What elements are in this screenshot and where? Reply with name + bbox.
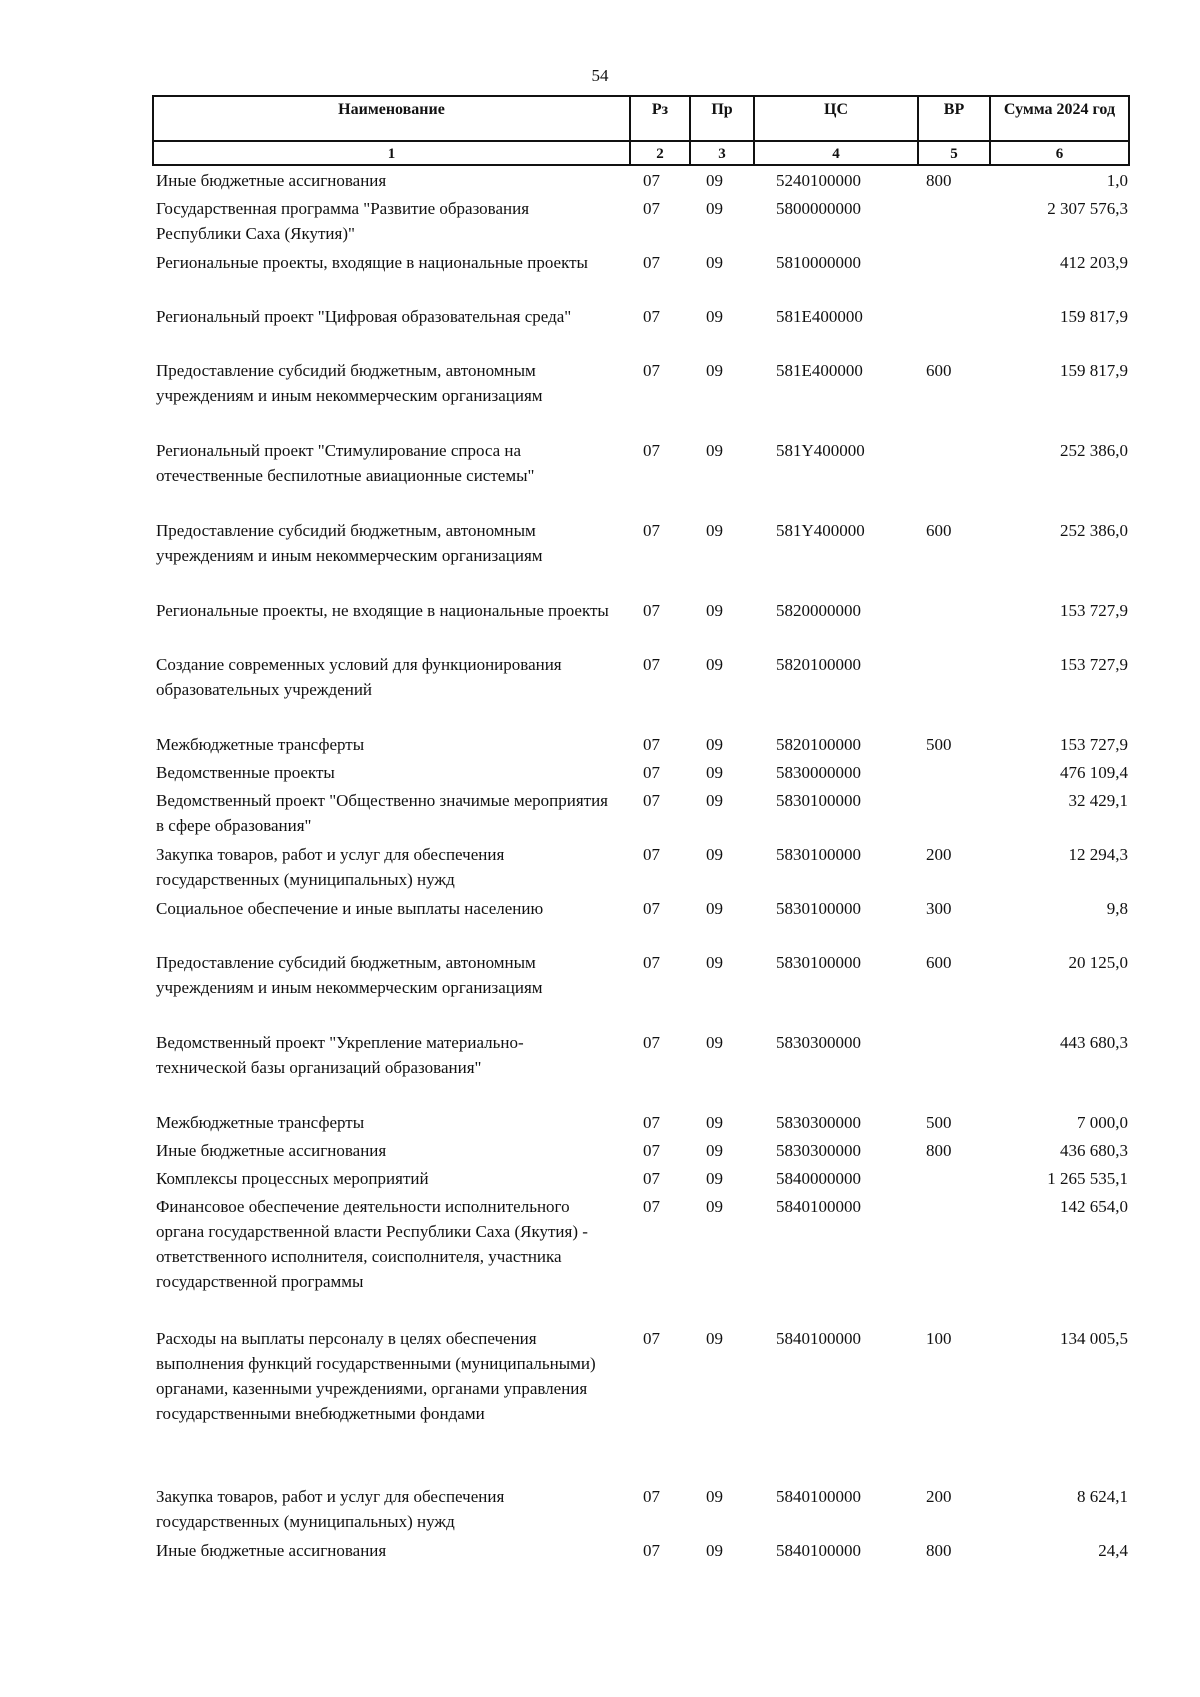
row-sum: 443 680,3 (1060, 1033, 1128, 1052)
row-vr: 500 (926, 1113, 952, 1132)
row-name: Закупка товаров, работ и услуг для обеспечения государственных (муниципальных) нужд (156, 1487, 505, 1531)
row-cs: 5820100000 (776, 655, 861, 674)
page-number: 54 (591, 66, 609, 85)
row-rz: 07 (643, 361, 660, 380)
row-name: Иные бюджетные ассигнования (156, 171, 387, 190)
header-col-vr: ВР 5 (919, 97, 991, 164)
row-pr: 09 (706, 521, 723, 540)
row-pr: 09 (706, 307, 723, 326)
row-name: Ведомственные проекты (156, 763, 335, 782)
row-rz: 07 (643, 763, 660, 782)
row-rz: 07 (643, 253, 660, 272)
row-name: Региональные проекты, входящие в национальные проекты (156, 253, 588, 272)
row-pr: 09 (706, 953, 723, 972)
row-pr: 09 (706, 171, 723, 190)
row-sum: 7 000,0 (1077, 1113, 1128, 1132)
row-cs: 5840100000 (776, 1487, 861, 1506)
row-sum: 142 654,0 (1060, 1197, 1128, 1216)
row-sum: 412 203,9 (1060, 253, 1128, 272)
row-cs: 5800000000 (776, 199, 861, 218)
row-cs: 5840000000 (776, 1169, 861, 1188)
row-sum: 1 265 535,1 (1047, 1169, 1128, 1188)
row-vr: 600 (926, 953, 952, 972)
row-name: Создание современных условий для функционирования образовательных учреждений (156, 655, 562, 699)
row-cs: 5830300000 (776, 1113, 861, 1132)
row-cs: 581Y400000 (776, 521, 865, 540)
row-sum: 153 727,9 (1060, 601, 1128, 620)
row-name: Ведомственный проект "Укрепление материально-технической базы организаций образования" (156, 1033, 524, 1077)
row-pr: 09 (706, 1487, 723, 1506)
row-name: Социальное обеспечение и иные выплаты населению (156, 899, 544, 918)
row-pr: 09 (706, 899, 723, 918)
row-rz: 07 (643, 735, 660, 754)
row-sum: 1,0 (1106, 171, 1128, 190)
row-rz: 07 (643, 1033, 660, 1052)
row-cs: 5840100000 (776, 1541, 861, 1560)
row-pr: 09 (706, 601, 723, 620)
row-pr: 09 (706, 791, 723, 810)
row-rz: 07 (643, 1113, 660, 1132)
row-name: Региональные проекты, не входящие в национальные проекты (156, 601, 609, 620)
row-pr: 09 (706, 1329, 723, 1348)
row-name: Расходы на выплаты персоналу в целях обеспечения выполнения функций государственными (муниципальными) органами, казенными учреждениями, органами управления государственными внебюджетными фондами (156, 1329, 596, 1423)
row-pr: 09 (706, 361, 723, 380)
row-sum: 252 386,0 (1060, 441, 1128, 460)
header-col-sum: Сумма 2024 год 6 (1003, 101, 1116, 162)
row-cs: 5830300000 (776, 1141, 861, 1160)
row-name: Предоставление субсидий бюджетным, автономным учреждениям и иным некоммерческим организациям (156, 953, 543, 997)
row-vr: 100 (926, 1329, 952, 1348)
row-name: Ведомственный проект "Общественно значимые мероприятия в сфере образования" (156, 791, 609, 835)
row-rz: 07 (643, 601, 660, 620)
row-pr: 09 (706, 441, 723, 460)
row-vr: 200 (926, 1487, 952, 1506)
row-cs: 5830000000 (776, 763, 861, 782)
row-cs: 5830100000 (776, 899, 861, 918)
row-pr: 09 (706, 1141, 723, 1160)
row-pr: 09 (706, 1541, 723, 1560)
row-pr: 09 (706, 1169, 723, 1188)
row-cs: 5840100000 (776, 1197, 861, 1216)
row-rz: 07 (643, 655, 660, 674)
row-cs: 5840100000 (776, 1329, 861, 1348)
row-sum: 32 429,1 (1068, 791, 1128, 810)
row-sum: 159 817,9 (1060, 361, 1128, 380)
row-rz: 07 (643, 1541, 660, 1560)
row-sum: 8 624,1 (1077, 1487, 1128, 1506)
row-pr: 09 (706, 1033, 723, 1052)
row-rz: 07 (643, 845, 660, 864)
row-vr: 800 (926, 1541, 952, 1560)
row-cs: 5830300000 (776, 1033, 861, 1052)
row-vr: 800 (926, 1141, 952, 1160)
row-name: Межбюджетные трансферты (156, 1113, 365, 1132)
row-pr: 09 (706, 1197, 723, 1216)
row-name: Государственная программа "Развитие образования Республики Саха (Якутия)" (156, 199, 530, 243)
row-cs: 5810000000 (776, 253, 861, 272)
row-sum: 9,8 (1106, 899, 1128, 918)
row-sum: 12 294,3 (1068, 845, 1128, 864)
row-vr: 200 (926, 845, 952, 864)
row-rz: 07 (643, 171, 660, 190)
row-cs: 581Y400000 (776, 441, 865, 460)
row-name: Предоставление субсидий бюджетным, автономным учреждениям и иным некоммерческим организациям (156, 521, 543, 565)
row-rz: 07 (643, 307, 660, 326)
row-pr: 09 (706, 1113, 723, 1132)
row-vr: 800 (926, 171, 952, 190)
row-name: Предоставление субсидий бюджетным, автономным учреждениям и иным некоммерческим организациям (156, 361, 543, 405)
row-rz: 07 (643, 1197, 660, 1216)
row-rz: 07 (643, 199, 660, 218)
row-rz: 07 (643, 441, 660, 460)
row-cs: 5820000000 (776, 601, 861, 620)
row-name: Межбюджетные трансферты (156, 735, 365, 754)
row-pr: 09 (706, 735, 723, 754)
row-pr: 09 (706, 253, 723, 272)
header-col-cs: ЦС 4 (755, 97, 919, 164)
row-sum: 153 727,9 (1060, 655, 1128, 674)
table-header (152, 95, 1130, 166)
row-rz: 07 (643, 953, 660, 972)
row-cs: 5820100000 (776, 735, 861, 754)
row-sum: 2 307 576,3 (1047, 199, 1128, 218)
row-name: Финансовое обеспечение деятельности исполнительного органа государственной власти Республики Саха (Якутия) - ответственного исполнителя, соисполнителя, участника государственной программы (156, 1197, 588, 1291)
row-rz: 07 (643, 1329, 660, 1348)
row-rz: 07 (643, 1169, 660, 1188)
row-cs: 5830100000 (776, 845, 861, 864)
row-pr: 09 (706, 199, 723, 218)
row-sum: 134 005,5 (1060, 1329, 1128, 1348)
row-name: Закупка товаров, работ и услуг для обеспечения государственных (муниципальных) нужд (156, 845, 505, 889)
row-pr: 09 (706, 655, 723, 674)
row-pr: 09 (706, 763, 723, 782)
header-col-pr: Пр 3 (691, 97, 755, 164)
row-vr: 500 (926, 735, 952, 754)
row-cs: 581E400000 (776, 307, 863, 326)
row-name: Иные бюджетные ассигнования (156, 1141, 387, 1160)
row-rz: 07 (643, 899, 660, 918)
row-pr: 09 (706, 845, 723, 864)
row-sum: 252 386,0 (1060, 521, 1128, 540)
row-sum: 476 109,4 (1060, 763, 1128, 782)
row-cs: 5240100000 (776, 171, 861, 190)
row-sum: 20 125,0 (1068, 953, 1128, 972)
row-vr: 600 (926, 361, 952, 380)
row-rz: 07 (643, 1141, 660, 1160)
row-name: Региональный проект "Стимулирование спроса на отечественные беспилотные авиационные системы" (156, 441, 535, 485)
row-name: Иные бюджетные ассигнования (156, 1541, 387, 1560)
header-col-rz: Рз 2 (631, 97, 691, 164)
row-cs: 5830100000 (776, 791, 861, 810)
row-sum: 153 727,9 (1060, 735, 1128, 754)
row-vr: 300 (926, 899, 952, 918)
row-sum: 159 817,9 (1060, 307, 1128, 326)
row-rz: 07 (643, 1487, 660, 1506)
row-sum: 24,4 (1098, 1541, 1128, 1560)
row-rz: 07 (643, 791, 660, 810)
row-cs: 5830100000 (776, 953, 861, 972)
header-col-name: Наименование 1 (154, 97, 631, 164)
row-sum: 436 680,3 (1060, 1141, 1128, 1160)
row-name: Комплексы процессных мероприятий (156, 1169, 429, 1188)
row-name: Региональный проект "Цифровая образовательная среда" (156, 307, 572, 326)
row-rz: 07 (643, 521, 660, 540)
row-vr: 600 (926, 521, 952, 540)
row-cs: 581E400000 (776, 361, 863, 380)
